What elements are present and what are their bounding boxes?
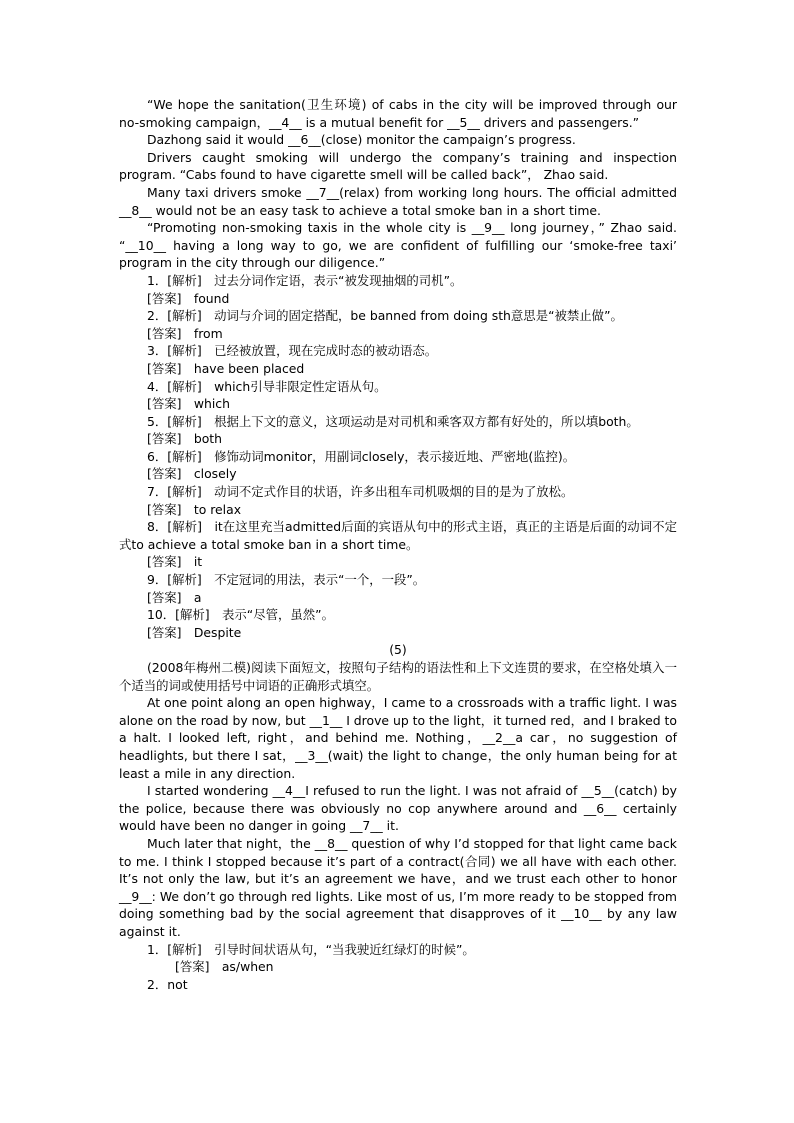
answer-key: [答案] found (147, 290, 230, 306)
passage-paragraph: Many taxi drivers smoke __7__(relax) from working long hours. The official admitted __8__ would not be an easy task to achieve a total smoke ban in a short time. (119, 184, 677, 218)
answer-key: [答案] a (147, 589, 202, 605)
answer-explanation: 5．[解析] 根据上下文的意义，这项运动是对司机和乘客双方都有好处的，所以填both。 (147, 413, 639, 429)
answer-key: [答案] have been placed (147, 360, 305, 376)
answer-explanation: 9．[解析] 不定冠词的用法，表示“一个，一段”。 (147, 572, 426, 588)
answer-explanation: 8．[解析] it在这里充当admitted后面的宾语从句中的形式主语，真正的主语是后面的动词不定式to achieve a total smoke ban in a short time。 (119, 519, 677, 552)
passage-paragraph: “Promoting non-smoking taxis in the whole city is __9__ long journey，” Zhao said. “__10__ having a long way to go, we are confident of fulfilling our ‘smoke-free taxi’ program in the city through our diligence.” (119, 220, 677, 271)
answer-key: [答案] Despite (147, 624, 242, 640)
answer-key: [答案] closely (147, 466, 237, 482)
section-number: (5) (389, 642, 407, 658)
answer-key: [答案] both (147, 431, 222, 447)
passage-paragraph: Drivers caught smoking will undergo the company’s training and inspection program. “Cabs found to have cigarette smell will be called back”， Zhao said. (119, 149, 677, 183)
passage-paragraph: Dazhong said it would __6__(close) monitor the campaign’s progress. (147, 132, 576, 148)
answer-explanation: 6．[解析] 修饰动词monitor，用副词closely，表示接近地、严密地(监控)。 (147, 448, 576, 464)
answer-key: [答案] from (147, 325, 223, 341)
answer-explanation: 1．[解析] 过去分词作定语，表示“被发现抽烟的司机”。 (147, 272, 463, 288)
passage-paragraph: “We hope the sanitation(卫生环境) of cabs in the city will be improved through our no-smoking campaign，__4__ is a mutual benefit for __5__ drivers and passengers.” (119, 97, 677, 130)
answer-key: [答案] which (147, 396, 230, 412)
section-instruction: (2008年梅州二模)阅读下面短文，按照句子结构的语法性和上下文连贯的要求，在空格处填入一个适当的词或使用括号中词语的正确形式填空。 (119, 660, 677, 693)
passage-paragraph: Much later that night，the __8__ question of why I’d stopped for that light came back to me. I think I stopped because it’s part of a contract(合同) we all have with each other. It’s not only the law, but it’s an agreement we have，and we trust each other to honor __9__: We don’t go through red lights. Like most of us, I’m more ready to be stopped from doing something bad by the social agreement that disapproves of it __10__ by any law against it. (119, 835, 677, 939)
document-page (119, 96, 677, 993)
answer-explanation: 3．[解析] 已经被放置，现在完成时态的被动语态。 (147, 343, 438, 359)
answer-key: [答案] it (147, 554, 203, 570)
passage-paragraph: I started wondering __4__I refused to run the light. I was not afraid of __5__(catch) by the police, because there was obviously no cop anywhere around and __6__ certainly would have been no danger in going __7__ it. (119, 783, 677, 834)
answer-explanation: 1．[解析] 引导时间状语从句，“当我驶近红绿灯的时候”。 (147, 941, 475, 957)
answer-key: [答案] as/when (175, 959, 274, 975)
answer-explanation: 2．[解析] 动词与介词的固定搭配，be banned from doing sth意思是“被禁止做”。 (147, 308, 623, 324)
answer-explanation: 4．[解析] which引导非限定性定语从句。 (147, 378, 387, 394)
answer-item: 2．not (147, 976, 188, 992)
passage-paragraph: At one point along an open highway，I came to a crossroads with a traffic light. I was alone on the road by now, but __1__ I drove up to the light，it turned red，and I braked to a halt. I looked left, right，and behind me. Nothing，__2__a car，no suggestion of headlights, but there I sat，__3__(wait) the light to change，the only human being for at least a mile in any direction. (119, 695, 677, 781)
answer-key: [答案] to relax (147, 501, 242, 517)
answer-explanation: 7．[解析] 动词不定式作目的状语，许多出租车司机吸烟的目的是为了放松。 (147, 484, 574, 500)
answer-explanation: 10．[解析] 表示“尽管，虽然”。 (147, 607, 334, 623)
